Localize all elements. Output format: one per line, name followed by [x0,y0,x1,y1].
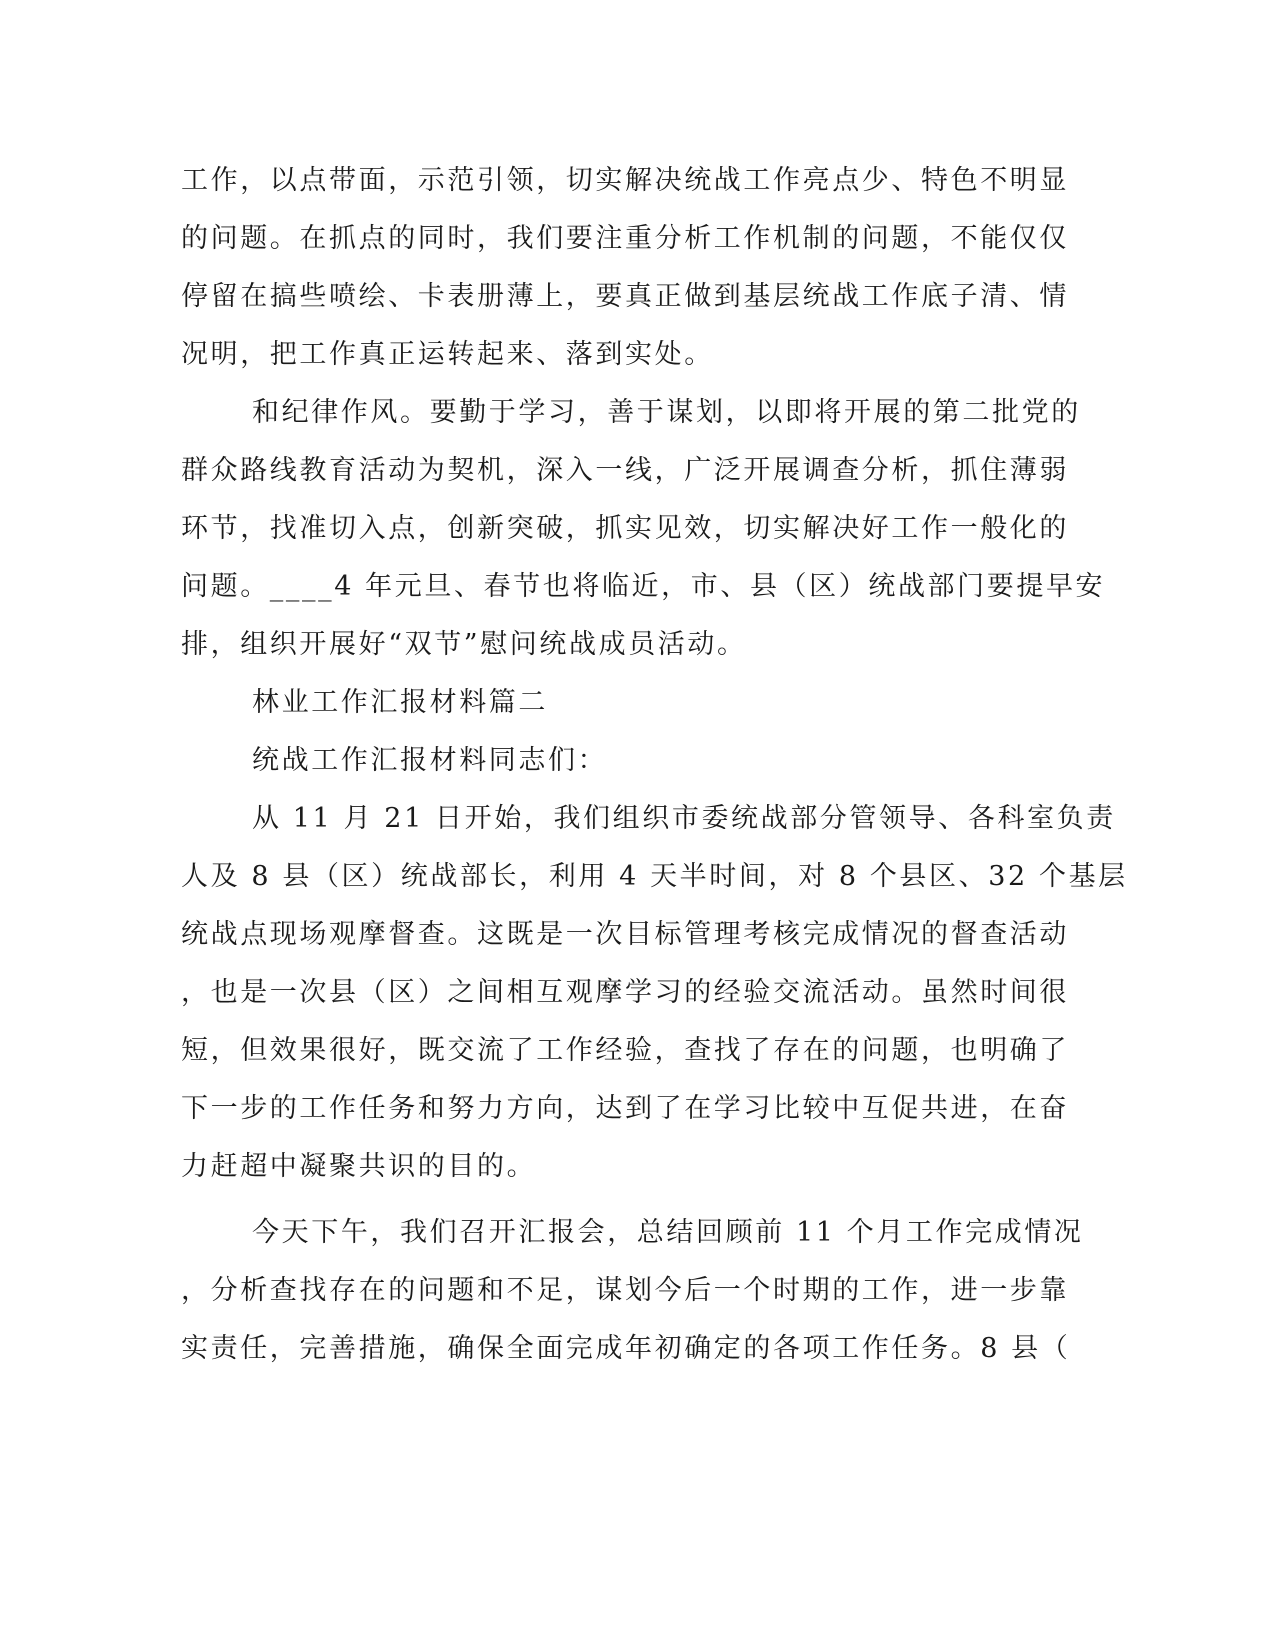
text-line: 短，但效果很好，既交流了工作经验，查找了存在的问题，也明确了 [181,1035,1069,1066]
text-line: ，分析查找存在的问题和不足，谋划今后一个时期的工作，进一步靠 [181,1275,1069,1306]
text-line: 和纪律作风。要勤于学习，善于谋划，以即将开展的第二批党的 [252,397,1081,428]
section-heading: 林业工作汇报材料篇二 [252,687,548,718]
text-line: 停留在搞些喷绘、卡表册薄上，要真正做到基层统战工作底子清、情 [181,281,1069,312]
text-line: 环节，找准切入点，创新突破，抓实见效，切实解决好工作一般化的 [181,513,1069,544]
text-line: 群众路线教育活动为契机，深入一线，广泛开展调查分析，抓住薄弱 [181,455,1069,486]
text-line: 问题。____4 年元旦、春节也将临近，市、县（区）统战部门要提早安 [181,571,1106,602]
text-line: 力赶超中凝聚共识的目的。 [181,1151,537,1182]
text-line: 统战点现场观摩督查。这既是一次目标管理考核完成情况的督查活动 [181,919,1069,950]
text-line: 从 11 月 21 日开始，我们组织市委统战部分管领导、各科室负责 [252,803,1116,834]
text-line: 工作，以点带面，示范引领，切实解决统战工作亮点少、特色不明显 [181,165,1069,196]
text-line: 下一步的工作任务和努力方向，达到了在学习比较中互促共进，在奋 [181,1093,1069,1124]
text-line: 人及 8 县（区）统战部长，利用 4 天半时间，对 8 个县区、32 个基层 [181,861,1128,892]
text-line: 的问题。在抓点的同时，我们要注重分析工作机制的问题，不能仅仅 [181,223,1069,254]
text-line: 况明，把工作真正运转起来、落到实处。 [181,339,714,370]
text-line: 排，组织开展好“双节”慰问统战成员活动。 [181,629,747,660]
text-line: ，也是一次县（区）之间相互观摩学习的经验交流活动。虽然时间很 [181,977,1069,1008]
text-line: 实责任，完善措施，确保全面完成年初确定的各项工作任务。8 县（ [181,1333,1071,1364]
section-subheading: 统战工作汇报材料同志们： [252,745,608,776]
text-line: 今天下午，我们召开汇报会，总结回顾前 11 个月工作完成情况 [252,1217,1084,1248]
